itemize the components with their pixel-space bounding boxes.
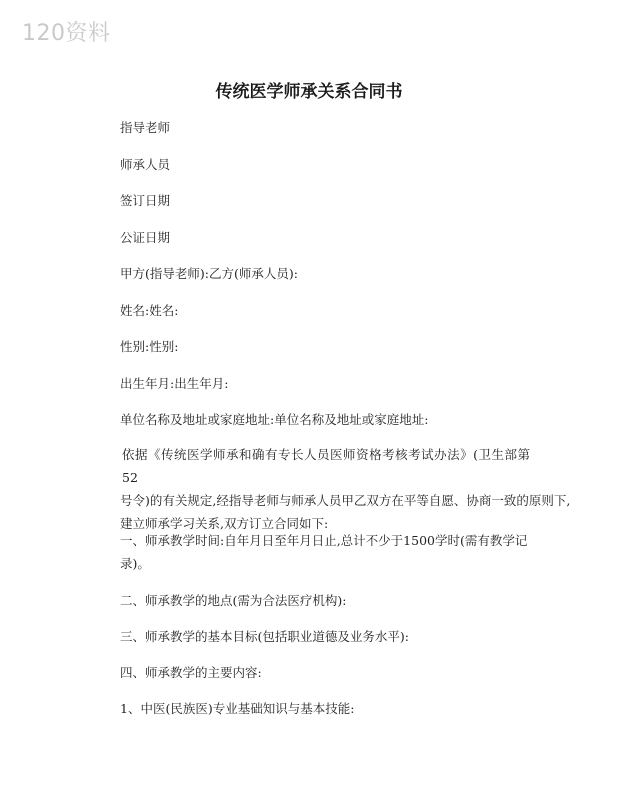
intro-line-2: 号令)的有关规定,经指导老师与师承人员甲乙双方在平等自愿、协商一致的原则下, (120, 493, 571, 508)
parties-row: 甲方(指导老师):乙方(师承人员): (120, 266, 298, 281)
field-apprentice: 师承人员 (120, 157, 171, 172)
watermark: 120资料 (22, 21, 111, 46)
intro-paragraph (120, 443, 571, 535)
clause-1 (120, 529, 530, 575)
address-row: 单位名称及地址或家庭地址:单位名称及地址或家庭地址: (120, 412, 429, 427)
item-1: 1、中医(民族医)专业基础知识与基本技能: (120, 701, 355, 716)
field-sign-date: 签订日期 (120, 193, 171, 208)
document-title: 传统医学师承关系合同书 (215, 82, 403, 102)
birth-row: 出生年月:出生年月: (120, 376, 229, 391)
field-notary-date: 公证日期 (120, 230, 171, 245)
intro-line-1: 依据《传统医学师承和确有专长人员医师资格考核考试办法》(卫生部第52 (122, 447, 530, 485)
clause-2: 二、师承教学的地点(需为合法医疗机构): (120, 593, 347, 608)
intro-line-3: 建立师承学习关系,双方订立合同如下: (120, 516, 329, 531)
clause-1-line-1: 一、师承教学时间:自年月日至年月日止,总计不少于1500学时(需有教学记 (120, 533, 528, 548)
clause-1-line-2: 录)。 (120, 556, 150, 571)
field-teacher: 指导老师 (120, 120, 171, 135)
clause-3: 三、师承教学的基本目标(包括职业道德及业务水平): (120, 629, 409, 644)
gender-row: 性别:性别: (120, 339, 179, 354)
name-row: 姓名:姓名: (120, 303, 179, 318)
clause-4: 四、师承教学的主要内容: (120, 665, 262, 680)
